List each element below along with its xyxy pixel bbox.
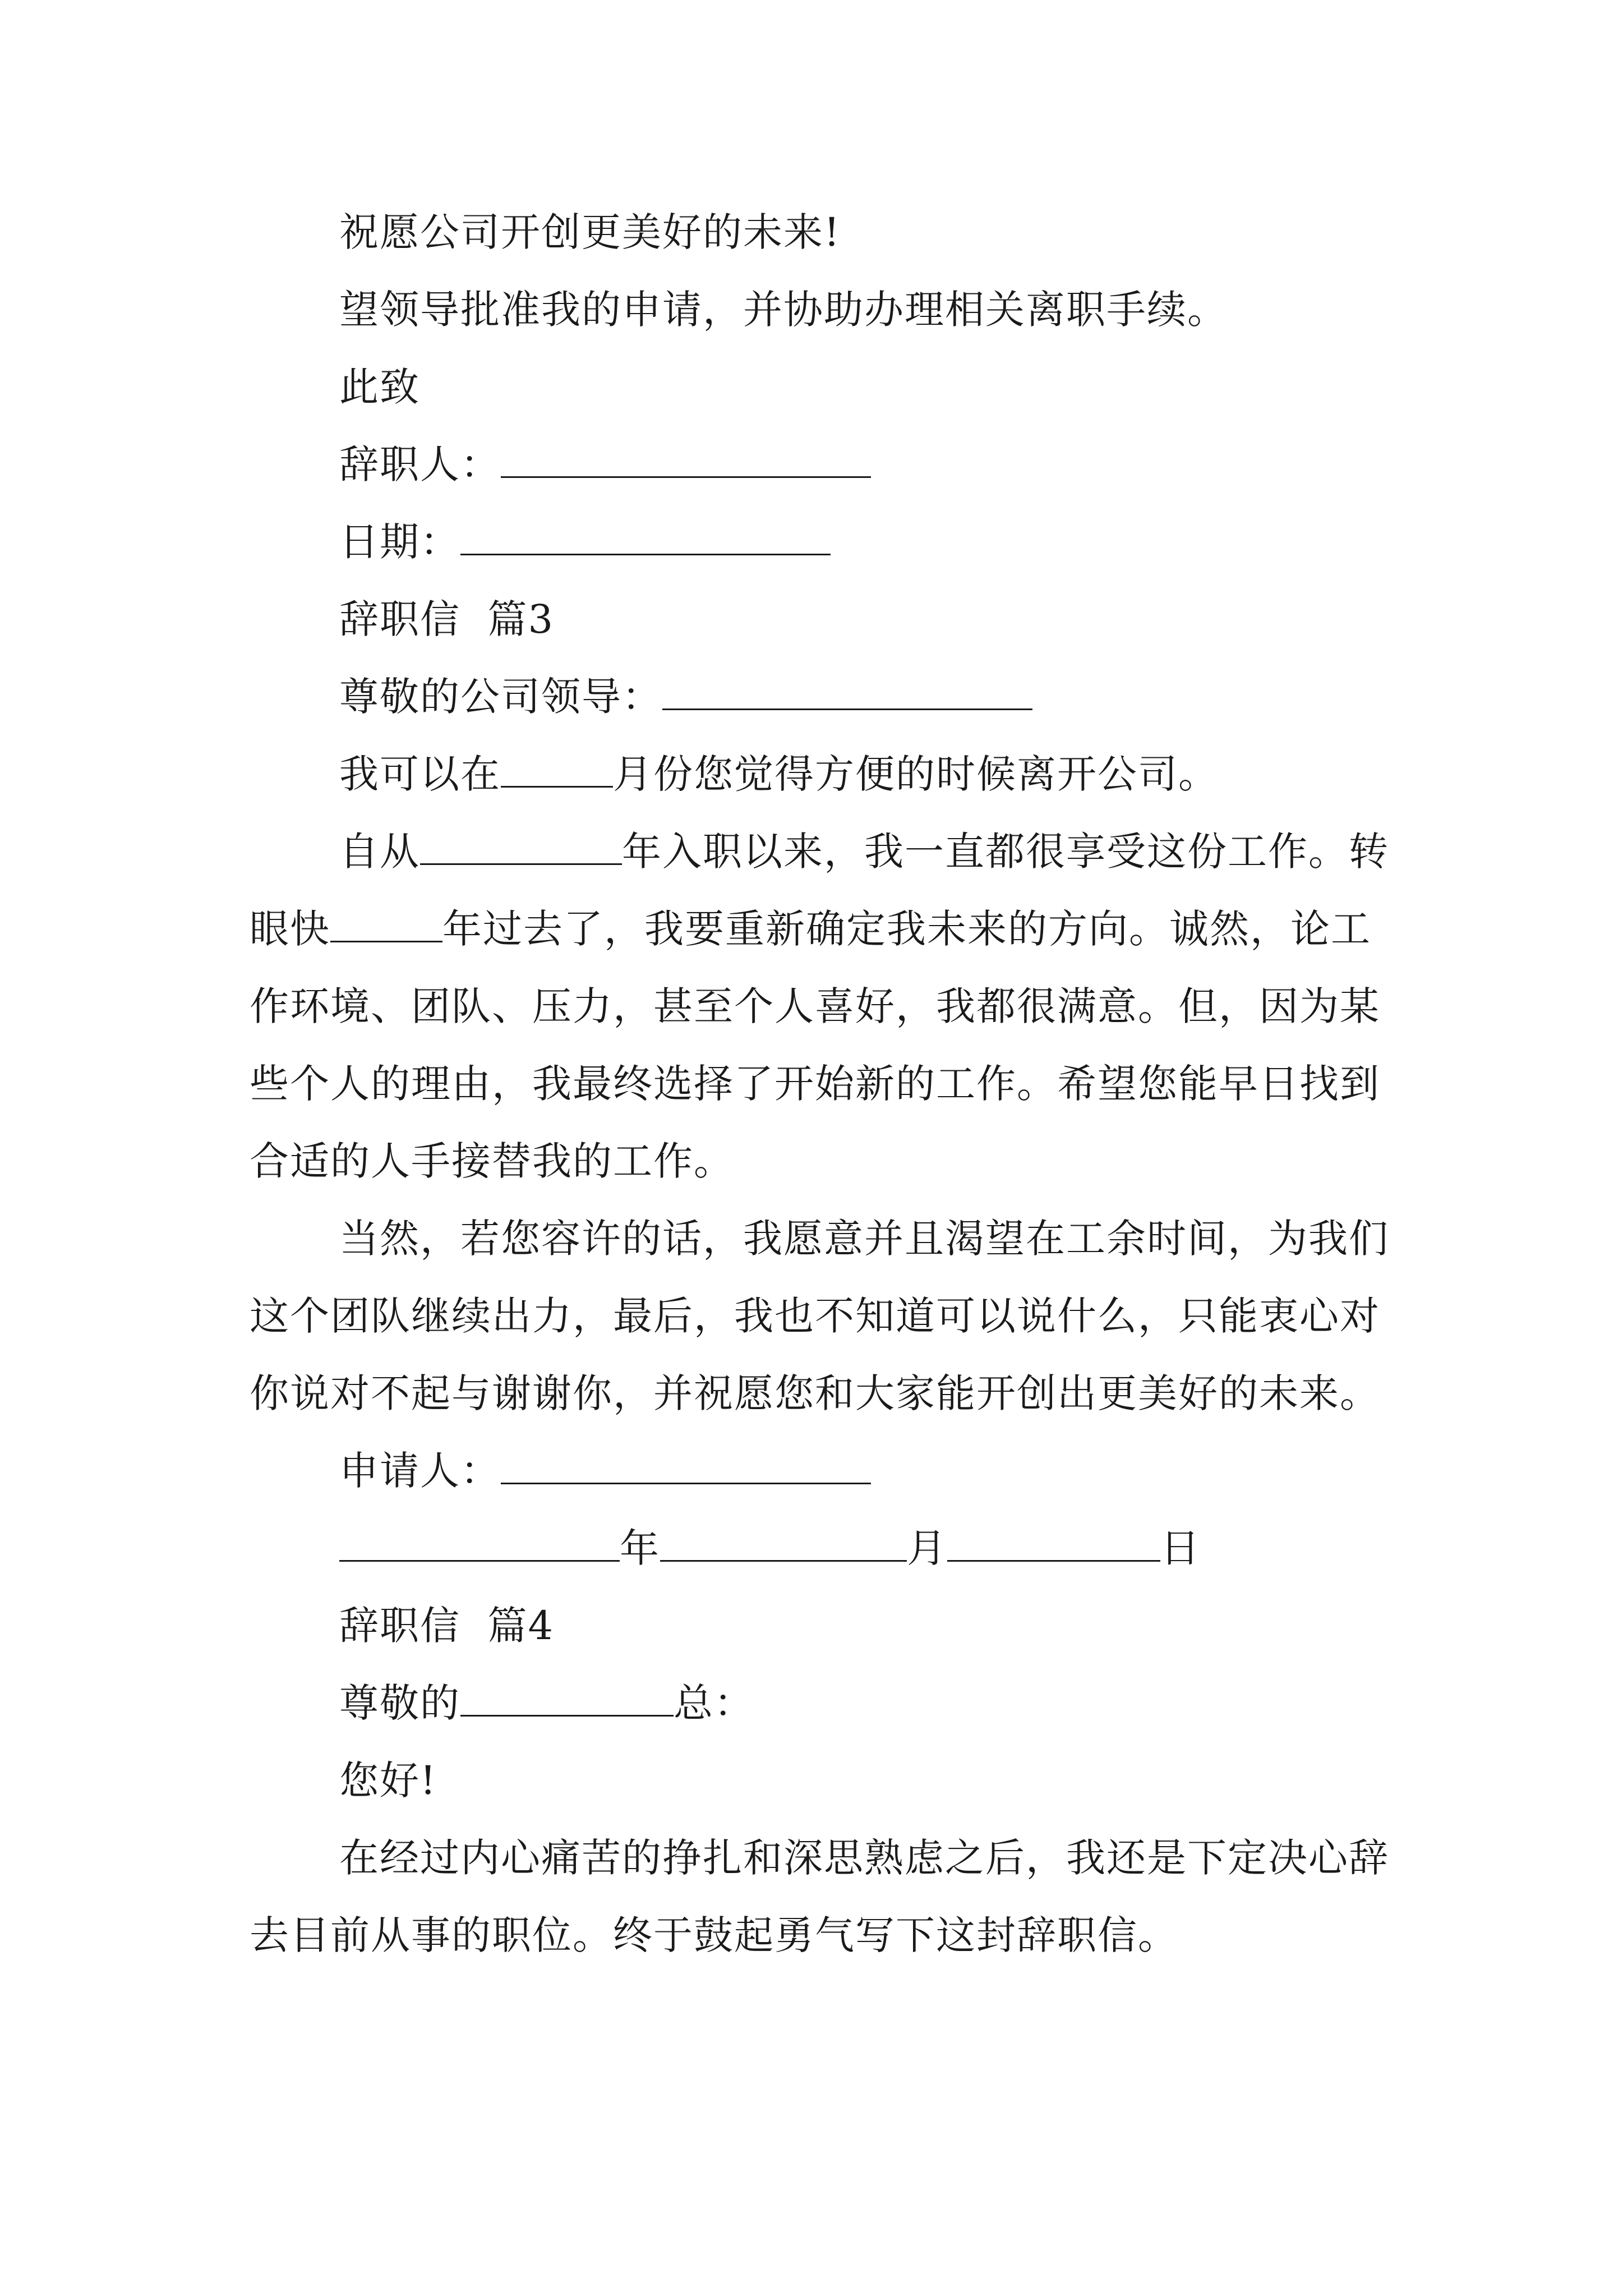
section-title-4: 辞职信 篇4 <box>339 1603 555 1649</box>
signer-line: 辞职人： <box>250 426 1394 503</box>
full-date-line: 年 月 日 <box>250 1510 1394 1587</box>
body-paragraph-3: 在经过内心痛苦的挣扎和深思熟虑之后，我还是下定决心辞去目前从事的职位。终于鼓起勇气写下这封辞职信。 <box>250 1835 1389 1958</box>
leave-month-line: 我可以在 月份您觉得方便的时候离开公司。 <box>339 751 1219 797</box>
closing-wish: 祝愿公司开创更美好的未来! <box>339 209 841 255</box>
applicant-blank[interactable] <box>501 1449 871 1484</box>
month-blank[interactable] <box>501 752 613 788</box>
date-line: 日期： <box>250 503 1394 581</box>
year-blank[interactable] <box>339 1526 620 1562</box>
join-year-blank[interactable] <box>420 830 622 865</box>
signer-blank[interactable] <box>501 443 871 478</box>
day-blank[interactable] <box>947 1526 1160 1562</box>
body-paragraph-1: 自从 年入职以来，我一直都很享受这份工作。转眼快 年过去了，我要重新确定我未来的方向。诚然，论工作环境、团队、压力，甚至个人喜好，我都很满意。但，因为某些个人的理由，我最终选择了开始新的工作。希望您能早日找到合适的人手接替我的工作。 <box>250 829 1389 1184</box>
resignation-letter-text <box>250 194 1394 1974</box>
hello-line: 您好! <box>339 1757 437 1803</box>
salutation-close: 此致 <box>339 364 420 410</box>
body-paragraph-2: 当然，若您容许的话，我愿意并且渴望在工余时间，为我们这个团队继续出力，最后，我也不知道可以说什么，只能衷心对你说对不起与谢谢你，并祝愿您和大家能开创出更美好的未来。 <box>250 1216 1389 1416</box>
greeting-leader: 尊敬的公司领导： <box>250 658 1394 735</box>
years-blank[interactable] <box>330 907 442 942</box>
month-blank-2[interactable] <box>660 1526 907 1562</box>
section-title-3: 辞职信 篇3 <box>339 596 555 642</box>
approval-request: 望领导批准我的申请，并协助办理相关离职手续。 <box>339 287 1228 333</box>
manager-name-blank[interactable] <box>460 1681 674 1717</box>
greeting-manager: 尊敬的 总： <box>339 1680 754 1726</box>
date-blank[interactable] <box>460 520 831 555</box>
leader-name-blank[interactable] <box>662 675 1032 710</box>
applicant-line: 申请人： <box>250 1432 1394 1510</box>
